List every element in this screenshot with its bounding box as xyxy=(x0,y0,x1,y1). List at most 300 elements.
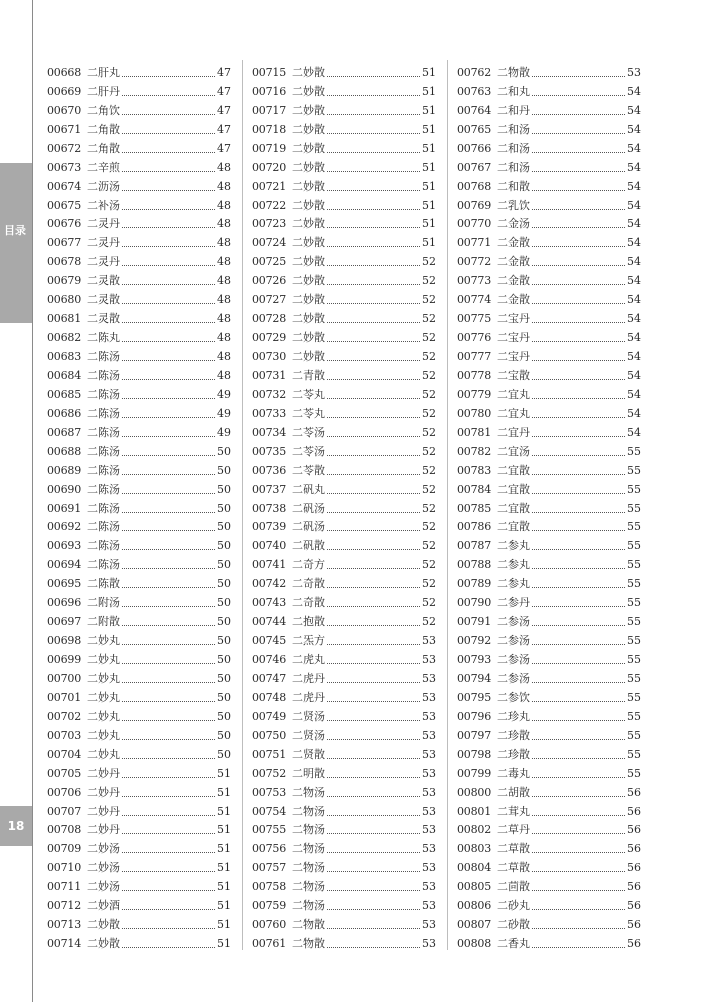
entry-number: 00749 xyxy=(252,709,286,723)
entry-page: 48 xyxy=(217,293,231,307)
entry-page: 55 xyxy=(627,690,641,704)
leader-dots xyxy=(122,653,215,664)
entry-number: 00728 xyxy=(252,312,286,326)
leader-dots xyxy=(327,691,420,702)
toc-entry xyxy=(47,856,231,875)
entry-name: 二草丹 xyxy=(497,823,530,837)
leader-dots xyxy=(122,558,215,569)
toc-entry xyxy=(47,383,231,402)
entry-page: 51 xyxy=(422,84,436,98)
entry-name: 二辛煎 xyxy=(87,160,120,174)
entry-name: 二茴散 xyxy=(497,880,530,894)
entry-page: 52 xyxy=(422,312,436,326)
entry-page: 52 xyxy=(422,368,436,382)
toc-entry xyxy=(47,80,231,99)
entry-number: 00722 xyxy=(252,198,286,212)
entry-number: 00692 xyxy=(47,520,81,534)
entry-name: 二矾散 xyxy=(292,539,325,553)
entry-name: 二角散 xyxy=(87,141,120,155)
toc-entry xyxy=(252,250,436,269)
toc-entry xyxy=(457,591,641,610)
entry-page: 53 xyxy=(422,861,436,875)
leader-dots xyxy=(122,937,215,948)
toc-entry xyxy=(252,629,436,648)
leader-dots xyxy=(532,199,625,210)
entry-page: 48 xyxy=(217,350,231,363)
leader-dots xyxy=(122,842,215,853)
entry-page: 53 xyxy=(422,690,436,704)
toc-entry xyxy=(252,667,436,686)
entry-number: 00756 xyxy=(252,842,286,856)
entry-page: 55 xyxy=(627,577,641,591)
entry-page: 52 xyxy=(422,331,436,345)
toc-entry xyxy=(252,288,436,307)
entry-page: 51 xyxy=(217,804,231,818)
entry-page: 51 xyxy=(422,160,436,174)
entry-page: 47 xyxy=(217,103,231,117)
leader-dots xyxy=(122,729,215,740)
entry-name: 二陈汤 xyxy=(87,350,120,363)
entry-number: 00723 xyxy=(252,217,286,231)
side-tab-label: 目录 xyxy=(4,224,26,237)
entry-number: 00803 xyxy=(457,842,491,856)
entry-number: 00772 xyxy=(457,255,491,269)
entry-page: 52 xyxy=(422,425,436,439)
entry-number: 00768 xyxy=(457,179,491,193)
toc-entry xyxy=(252,137,436,156)
entry-page: 51 xyxy=(217,842,231,856)
toc-column-2 xyxy=(252,61,436,951)
entry-number: 00791 xyxy=(457,615,491,629)
entry-name: 二参丸 xyxy=(497,558,530,572)
entry-name: 二抱散 xyxy=(292,615,325,629)
column-divider xyxy=(242,60,243,950)
toc-entry xyxy=(252,383,436,402)
entry-page: 47 xyxy=(217,141,231,155)
toc-entry xyxy=(252,175,436,194)
entry-page: 55 xyxy=(627,766,641,780)
leader-dots xyxy=(532,161,625,172)
leader-dots xyxy=(327,672,420,683)
entry-page: 52 xyxy=(422,482,436,496)
entry-name: 二角饮 xyxy=(87,103,120,117)
toc-entry xyxy=(47,610,231,629)
entry-number: 00690 xyxy=(47,482,81,496)
toc-entry xyxy=(252,837,436,856)
leader-dots xyxy=(122,199,215,210)
entry-page: 48 xyxy=(217,160,231,174)
entry-number: 00730 xyxy=(252,350,286,363)
entry-name: 二珍丸 xyxy=(497,709,530,723)
toc-entry xyxy=(457,913,641,932)
entry-page: 53 xyxy=(422,728,436,742)
toc-entry xyxy=(47,932,231,951)
entry-name: 二妙散 xyxy=(292,179,325,193)
toc-entry xyxy=(457,837,641,856)
entry-name: 二宜丸 xyxy=(497,406,530,420)
entry-name: 二妙散 xyxy=(292,141,325,155)
toc-entry xyxy=(47,440,231,459)
entry-name: 二妙丹 xyxy=(87,785,120,799)
leader-dots xyxy=(532,312,625,323)
toc-entry xyxy=(47,288,231,307)
leader-dots xyxy=(532,520,625,531)
entry-name: 二宜散 xyxy=(497,501,530,515)
leader-dots xyxy=(532,331,625,342)
entry-number: 00695 xyxy=(47,577,81,591)
leader-dots xyxy=(532,842,625,853)
entry-number: 00784 xyxy=(457,482,491,496)
entry-name: 二宝散 xyxy=(497,368,530,382)
entry-number: 00678 xyxy=(47,255,81,269)
entry-page: 55 xyxy=(627,615,641,629)
toc-entry xyxy=(252,724,436,743)
entry-name: 二妙散 xyxy=(292,103,325,117)
leader-dots xyxy=(122,596,215,607)
entry-number: 00763 xyxy=(457,84,491,98)
leader-dots xyxy=(122,502,215,513)
entry-page: 56 xyxy=(627,880,641,894)
toc-entry xyxy=(457,932,641,951)
entry-name: 二妙散 xyxy=(292,236,325,250)
entry-number: 00752 xyxy=(252,766,286,780)
leader-dots xyxy=(532,142,625,153)
entry-number: 00670 xyxy=(47,103,81,117)
entry-number: 00725 xyxy=(252,255,286,269)
entry-name: 二妙散 xyxy=(292,65,325,79)
toc-entry xyxy=(252,913,436,932)
entry-page: 55 xyxy=(627,482,641,496)
entry-page: 50 xyxy=(217,653,231,666)
entry-name: 二物散 xyxy=(292,937,325,951)
entry-name: 二宜丸 xyxy=(497,387,530,401)
leader-dots xyxy=(327,823,420,834)
toc-entry xyxy=(47,175,231,194)
toc-entry xyxy=(252,894,436,913)
toc-entry xyxy=(252,553,436,572)
entry-number: 00781 xyxy=(457,425,491,439)
entry-name: 二灵散 xyxy=(87,293,120,307)
entry-page: 53 xyxy=(627,65,641,79)
leader-dots xyxy=(327,634,420,645)
entry-page: 47 xyxy=(217,65,231,79)
entry-page: 53 xyxy=(422,709,436,723)
leader-dots xyxy=(532,502,625,513)
toc-entry xyxy=(457,118,641,137)
entry-page: 51 xyxy=(217,880,231,894)
entry-number: 00770 xyxy=(457,217,491,231)
leader-dots xyxy=(122,66,215,77)
leader-dots xyxy=(532,937,625,948)
entry-page: 52 xyxy=(422,596,436,610)
entry-name: 二虎丹 xyxy=(292,671,325,685)
entry-page: 55 xyxy=(627,596,641,610)
leader-dots xyxy=(532,445,625,456)
leader-dots xyxy=(122,161,215,172)
entry-name: 二妙丹 xyxy=(87,804,120,818)
entry-number: 00799 xyxy=(457,766,491,780)
toc-entry xyxy=(47,572,231,591)
leader-dots xyxy=(532,899,625,910)
toc-entry xyxy=(252,610,436,629)
entry-number: 00732 xyxy=(252,387,286,401)
column-divider xyxy=(447,60,448,950)
entry-name: 二参丸 xyxy=(497,577,530,591)
entry-number: 00766 xyxy=(457,141,491,155)
toc-entry xyxy=(457,80,641,99)
entry-page: 53 xyxy=(422,823,436,837)
entry-page: 51 xyxy=(217,785,231,799)
entry-name: 二和汤 xyxy=(497,160,530,174)
entry-number: 00779 xyxy=(457,387,491,401)
entry-number: 00751 xyxy=(252,747,286,761)
entry-name: 二苓汤 xyxy=(292,425,325,439)
entry-name: 二珍散 xyxy=(497,728,530,742)
entry-page: 51 xyxy=(217,861,231,875)
entry-page: 53 xyxy=(422,653,436,666)
entry-name: 二胡散 xyxy=(497,785,530,799)
entry-number: 00698 xyxy=(47,634,81,648)
entry-number: 00726 xyxy=(252,274,286,288)
entry-page: 47 xyxy=(217,122,231,136)
toc-entry xyxy=(252,421,436,440)
entry-name: 二陈汤 xyxy=(87,425,120,439)
entry-name: 二宜汤 xyxy=(497,444,530,458)
entry-name: 二妙散 xyxy=(292,122,325,136)
leader-dots xyxy=(122,748,215,759)
leader-dots xyxy=(327,805,420,816)
toc-entry xyxy=(457,326,641,345)
leader-dots xyxy=(122,767,215,778)
section-side-tab xyxy=(0,163,32,323)
leader-dots xyxy=(122,104,215,115)
toc-entry xyxy=(252,781,436,800)
toc-entry xyxy=(252,231,436,250)
toc-entry xyxy=(457,288,641,307)
entry-page: 51 xyxy=(422,65,436,79)
leader-dots xyxy=(327,577,420,588)
leader-dots xyxy=(122,142,215,153)
entry-name: 二陈汤 xyxy=(87,520,120,534)
entry-page: 54 xyxy=(627,312,641,326)
entry-name: 二和丸 xyxy=(497,84,530,98)
toc-entry xyxy=(47,250,231,269)
entry-page: 55 xyxy=(627,671,641,685)
entry-number: 00761 xyxy=(252,937,286,951)
entry-name: 二物汤 xyxy=(292,842,325,856)
toc-entry xyxy=(457,724,641,743)
entry-number: 00776 xyxy=(457,331,491,345)
toc-entry xyxy=(252,875,436,894)
toc-entry xyxy=(252,402,436,421)
entry-number: 00720 xyxy=(252,160,286,174)
entry-number: 00716 xyxy=(252,84,286,98)
toc-entry xyxy=(457,743,641,762)
leader-dots xyxy=(122,407,215,418)
leader-dots xyxy=(532,823,625,834)
toc-entry xyxy=(252,99,436,118)
toc-entry xyxy=(47,762,231,781)
toc-entry xyxy=(47,743,231,762)
leader-dots xyxy=(122,350,215,361)
toc-entry xyxy=(252,743,436,762)
entry-page: 52 xyxy=(422,293,436,307)
entry-name: 二金汤 xyxy=(497,217,530,231)
toc-entry xyxy=(252,364,436,383)
toc-entry xyxy=(457,231,641,250)
leader-dots xyxy=(532,615,625,626)
entry-number: 00679 xyxy=(47,274,81,288)
leader-dots xyxy=(532,634,625,645)
toc-entry xyxy=(457,705,641,724)
entry-name: 二奇方 xyxy=(292,558,325,572)
toc-entry xyxy=(252,440,436,459)
leader-dots xyxy=(122,217,215,228)
entry-number: 00671 xyxy=(47,122,81,136)
leader-dots xyxy=(532,123,625,134)
toc-column-3 xyxy=(457,61,641,951)
toc-entry xyxy=(252,326,436,345)
entry-number: 00727 xyxy=(252,293,286,307)
entry-number: 00713 xyxy=(47,918,81,932)
entry-number: 00739 xyxy=(252,520,286,534)
entry-number: 00742 xyxy=(252,577,286,591)
entry-page: 54 xyxy=(627,236,641,250)
leader-dots xyxy=(327,653,420,664)
leader-dots xyxy=(532,558,625,569)
entry-number: 00684 xyxy=(47,368,81,382)
leader-dots xyxy=(122,805,215,816)
entry-name: 二金散 xyxy=(497,293,530,307)
toc-entry xyxy=(457,345,641,364)
entry-number: 00683 xyxy=(47,350,81,363)
entry-number: 00750 xyxy=(252,728,286,742)
entry-name: 二毒丸 xyxy=(497,766,530,780)
leader-dots xyxy=(327,502,420,513)
entry-name: 二宜散 xyxy=(497,482,530,496)
entry-number: 00805 xyxy=(457,880,491,894)
toc-entry xyxy=(252,269,436,288)
page-number: 18 xyxy=(7,819,25,833)
leader-dots xyxy=(122,634,215,645)
entry-number: 00807 xyxy=(457,918,491,932)
entry-page: 55 xyxy=(627,501,641,515)
toc-entry xyxy=(47,516,231,535)
toc-entry xyxy=(457,781,641,800)
entry-page: 49 xyxy=(217,425,231,439)
entry-page: 54 xyxy=(627,368,641,382)
entry-name: 二草散 xyxy=(497,842,530,856)
toc-entry xyxy=(252,156,436,175)
toc-entry xyxy=(47,553,231,572)
entry-name: 二灵丹 xyxy=(87,236,120,250)
entry-name: 二灵丹 xyxy=(87,217,120,231)
leader-dots xyxy=(327,748,420,759)
toc-entry xyxy=(457,137,641,156)
entry-number: 00757 xyxy=(252,861,286,875)
leader-dots xyxy=(122,274,215,285)
entry-name: 二金散 xyxy=(497,255,530,269)
toc-entry xyxy=(457,875,641,894)
leader-dots xyxy=(327,767,420,778)
leader-dots xyxy=(122,918,215,929)
toc-entry xyxy=(457,534,641,553)
entry-number: 00693 xyxy=(47,539,81,553)
leader-dots xyxy=(122,483,215,494)
leader-dots xyxy=(327,558,420,569)
leader-dots xyxy=(327,729,420,740)
entry-name: 二妙丸 xyxy=(87,690,120,704)
leader-dots xyxy=(122,293,215,304)
entry-page: 53 xyxy=(422,747,436,761)
toc-entry xyxy=(47,686,231,705)
entry-number: 00709 xyxy=(47,842,81,856)
toc-entry xyxy=(457,572,641,591)
entry-page: 56 xyxy=(627,823,641,837)
leader-dots xyxy=(532,748,625,759)
toc-entry xyxy=(252,118,436,137)
toc-entry xyxy=(47,364,231,383)
entry-page: 50 xyxy=(217,482,231,496)
entry-page: 56 xyxy=(627,842,641,856)
entry-number: 00801 xyxy=(457,804,491,818)
leader-dots xyxy=(327,142,420,153)
entry-page: 50 xyxy=(217,709,231,723)
leader-dots xyxy=(532,596,625,607)
entry-name: 二妙散 xyxy=(87,937,120,951)
entry-page: 52 xyxy=(422,501,436,515)
entry-name: 二陈汤 xyxy=(87,387,120,401)
entry-number: 00769 xyxy=(457,198,491,212)
page-spine-line xyxy=(32,0,33,1002)
leader-dots xyxy=(532,426,625,437)
entry-name: 二妙汤 xyxy=(87,880,120,894)
leader-dots xyxy=(327,426,420,437)
leader-dots xyxy=(122,255,215,266)
leader-dots xyxy=(532,918,625,929)
entry-page: 47 xyxy=(217,84,231,98)
entry-page: 51 xyxy=(422,236,436,250)
leader-dots xyxy=(122,388,215,399)
toc-entry xyxy=(47,875,231,894)
leader-dots xyxy=(532,369,625,380)
leader-dots xyxy=(327,293,420,304)
entry-page: 54 xyxy=(627,274,641,288)
toc-entry xyxy=(47,213,231,232)
leader-dots xyxy=(122,85,215,96)
entry-page: 52 xyxy=(422,463,436,477)
leader-dots xyxy=(327,369,420,380)
entry-page: 50 xyxy=(217,671,231,685)
entry-page: 54 xyxy=(627,198,641,212)
leader-dots xyxy=(532,217,625,228)
entry-page: 55 xyxy=(627,463,641,477)
entry-page: 53 xyxy=(422,804,436,818)
entry-name: 二陈汤 xyxy=(87,501,120,515)
entry-number: 00745 xyxy=(252,634,286,648)
entry-page: 51 xyxy=(217,899,231,913)
entry-page: 50 xyxy=(217,634,231,648)
entry-number: 00773 xyxy=(457,274,491,288)
entry-name: 二妙散 xyxy=(292,274,325,288)
leader-dots xyxy=(122,899,215,910)
entry-name: 二宝丹 xyxy=(497,350,530,363)
entry-name: 二苓汤 xyxy=(292,444,325,458)
leader-dots xyxy=(532,104,625,115)
toc-entry xyxy=(457,440,641,459)
entry-page: 52 xyxy=(422,387,436,401)
entry-page: 51 xyxy=(217,918,231,932)
